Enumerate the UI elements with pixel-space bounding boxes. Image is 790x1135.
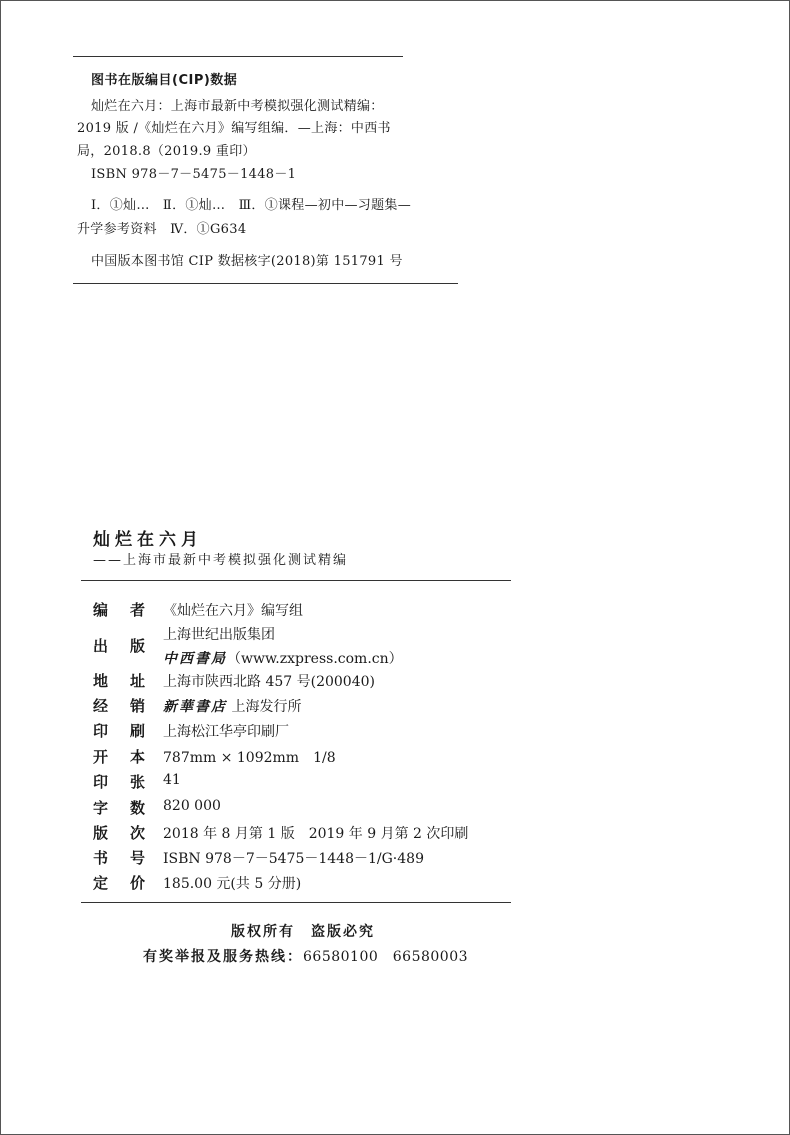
cip-line: Ⅰ．①灿… Ⅱ．①灿… Ⅲ．①课程—初中—习题集— [91,198,412,213]
cip-line: 升学参考资料 Ⅳ．①G634 [77,222,247,237]
cip-line: 局，2018.8（2019.9 重印） [77,144,256,159]
distributor-value: 新華書店 上海发行所 [163,699,302,715]
editor-value: 《灿烂在六月》编写组 [163,603,303,619]
cip-heading: 图书在版编目(CIP)数据 [91,73,238,88]
hotline-numbers: 66580100 66580003 [303,949,469,965]
words-value: 820 000 [163,798,221,814]
info-label: 印 张 [93,773,145,791]
edition-value: 2018 年 8 月第 1 版 2019 年 9 月第 2 次印刷 [163,826,469,842]
top-rule [73,56,403,57]
imprint-logo: 中西書局 [163,651,227,667]
info-label: 版 次 [93,824,145,842]
info-label: 字 数 [93,799,145,817]
info-label: 出 版 [93,637,145,655]
cip-line: 灿烂在六月：上海市最新中考模拟强化测试精编： [91,99,384,114]
info-label: 定 价 [93,874,145,892]
copyright-notice: 版权所有 盗版必究 [231,924,375,940]
book-title: 灿烂在六月 [93,530,203,550]
format-value: 787mm × 1092mm 1/8 [163,750,336,766]
isbn-value: ISBN 978－7－5475－1448－1/G·489 [163,851,424,867]
distributor-logo: 新華書店 [163,699,227,715]
info-label: 编 者 [93,601,145,619]
info-label: 书 号 [93,849,145,867]
sheets-value: 41 [163,772,181,788]
imprint-value [163,648,403,668]
cip-line: ISBN 978－7－5475－1448－1 [91,167,297,182]
cip-bottom-rule [73,283,458,284]
info-label: 经 销 [93,697,145,715]
hotline [143,946,468,966]
cip-line: 中国版本图书馆 CIP 数据核字(2018)第 151791 号 [91,254,403,269]
publisher-value: 上海世纪出版集团 [163,627,275,643]
cip-line: 2019 版 /《灿烂在六月》编写组编．—上海：中西书 [77,121,391,136]
price-value: 185.00 元(共 5 分册) [163,876,302,892]
info-label: 印 刷 [93,722,145,740]
address-value: 上海市陕西北路 457 号(200040) [163,674,375,690]
info-top-rule [81,580,511,581]
info-label: 地 址 [93,672,145,690]
imprint-url: （www.zxpress.com.cn） [227,651,403,667]
info-bottom-rule [81,902,511,903]
book-subtitle: ——上海市最新中考模拟强化测试精编 [93,553,349,568]
hotline-label: 有奖举报及服务热线： [143,949,303,965]
info-label: 开 本 [93,748,145,766]
printer-value: 上海松江华亭印刷厂 [163,724,289,740]
